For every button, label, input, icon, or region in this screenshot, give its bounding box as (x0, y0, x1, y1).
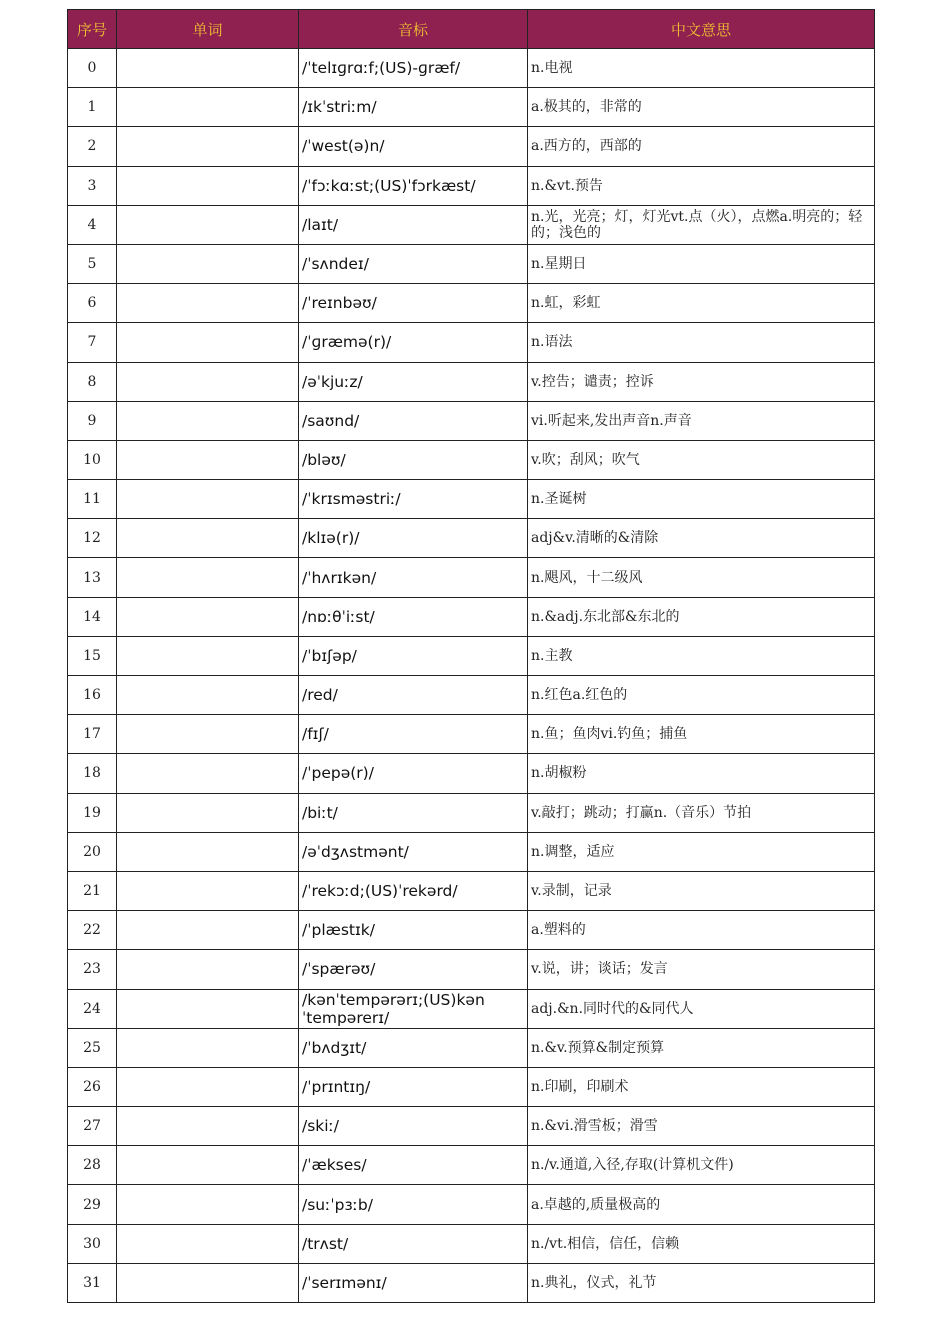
table-row (68, 1067, 875, 1106)
table-row (68, 127, 875, 166)
row-index: 30 (68, 1224, 117, 1263)
meaning-cell: n.红色a.红色的 (528, 676, 875, 715)
table-body (68, 49, 875, 1303)
row-index: 14 (68, 597, 117, 636)
row-index: 19 (68, 793, 117, 832)
row-index: 4 (68, 205, 117, 244)
phonetic-cell: /laɪt/ (299, 205, 528, 244)
row-index: 7 (68, 323, 117, 362)
row-index: 21 (68, 871, 117, 910)
meaning-cell: v.说，讲；谈话；发言 (528, 950, 875, 989)
phonetic-cell: /ˈkrɪsməstriː/ (299, 480, 528, 519)
phonetic-cell: /ˈhʌrɪkən/ (299, 558, 528, 597)
table-row (68, 597, 875, 636)
table-row (68, 1107, 875, 1146)
word-cell (117, 676, 299, 715)
word-cell (117, 166, 299, 205)
meaning-cell: v.吹；刮风；吹气 (528, 440, 875, 479)
word-cell (117, 715, 299, 754)
table-row (68, 362, 875, 401)
meaning-cell: n.胡椒粉 (528, 754, 875, 793)
table-row (68, 440, 875, 479)
table-row (68, 401, 875, 440)
meaning-cell: a.西方的，西部的 (528, 127, 875, 166)
word-cell (117, 244, 299, 283)
table-row (68, 284, 875, 323)
phonetic-cell: /ˈækses/ (299, 1146, 528, 1185)
meaning-cell: a.卓越的,质量极高的 (528, 1185, 875, 1224)
meaning-cell: n.虹，彩虹 (528, 284, 875, 323)
meaning-cell: a.塑料的 (528, 911, 875, 950)
word-cell (117, 1146, 299, 1185)
phonetic-cell: /ˈspærəʊ/ (299, 950, 528, 989)
table-row (68, 323, 875, 362)
word-cell (117, 793, 299, 832)
phonetic-cell: /ˈpepə(r)/ (299, 754, 528, 793)
meaning-cell: n.&adj.东北部&东北的 (528, 597, 875, 636)
word-cell (117, 49, 299, 88)
word-cell (117, 558, 299, 597)
phonetic-cell: /fɪʃ/ (299, 715, 528, 754)
row-index: 2 (68, 127, 117, 166)
phonetic-cell: /klɪə(r)/ (299, 519, 528, 558)
table-row (68, 244, 875, 283)
meaning-cell: adj.&n.同时代的&同代人 (528, 989, 875, 1028)
row-index: 22 (68, 911, 117, 950)
phonetic-cell: /skiː/ (299, 1107, 528, 1146)
phonetic-cell: /ˈreɪnbəʊ/ (299, 284, 528, 323)
phonetic-cell: /ˈtelɪɡrɑːf;(US)-ɡræf/ (299, 49, 528, 88)
meaning-cell: vi.听起来,发出声音n.声音 (528, 401, 875, 440)
table-row (68, 754, 875, 793)
header-phonetic: 音标 (299, 10, 528, 49)
word-cell (117, 1224, 299, 1263)
word-cell (117, 832, 299, 871)
row-index: 15 (68, 636, 117, 675)
row-index: 5 (68, 244, 117, 283)
meaning-cell: v.敲打；跳动；打赢n.（音乐）节拍 (528, 793, 875, 832)
row-index: 27 (68, 1107, 117, 1146)
phonetic-cell: /ˈsʌndeɪ/ (299, 244, 528, 283)
table-row (68, 49, 875, 88)
phonetic-cell: /kənˈtempərərɪ;(US)kən ˈtempərerɪ/ (299, 989, 528, 1028)
row-index: 23 (68, 950, 117, 989)
table-row (68, 480, 875, 519)
meaning-cell: n.主教 (528, 636, 875, 675)
meaning-cell: n.语法 (528, 323, 875, 362)
table-row (68, 793, 875, 832)
table-row (68, 832, 875, 871)
meaning-cell: n.印刷，印刷术 (528, 1067, 875, 1106)
meaning-cell: n.调整，适应 (528, 832, 875, 871)
phonetic-cell: /ˈrekɔːd;(US)ˈrekərd/ (299, 871, 528, 910)
row-index: 9 (68, 401, 117, 440)
row-index: 25 (68, 1028, 117, 1067)
table-row (68, 950, 875, 989)
word-cell (117, 519, 299, 558)
header-meaning: 中文意思 (528, 10, 875, 49)
row-index: 31 (68, 1263, 117, 1302)
word-cell (117, 1185, 299, 1224)
phonetic-cell: /nɒːθˈiːst/ (299, 597, 528, 636)
phonetic-cell: /ˈbɪʃəp/ (299, 636, 528, 675)
table-row (68, 636, 875, 675)
table-row (68, 1263, 875, 1302)
phonetic-cell: /ˈɡræmə(r)/ (299, 323, 528, 362)
header-word: 单词 (117, 10, 299, 49)
phonetic-cell: /ɪkˈstriːm/ (299, 88, 528, 127)
row-index: 29 (68, 1185, 117, 1224)
table-row (68, 911, 875, 950)
phonetic-cell: /əˈdʒʌstmənt/ (299, 832, 528, 871)
row-index: 6 (68, 284, 117, 323)
meaning-cell: n.&v.预算&制定预算 (528, 1028, 875, 1067)
table-row (68, 519, 875, 558)
word-cell (117, 636, 299, 675)
meaning-cell: n.&vi.滑雪板；滑雪 (528, 1107, 875, 1146)
phonetic-cell: /ˈfɔːkɑːst;(US)ˈfɔrkæst/ (299, 166, 528, 205)
meaning-cell: a.极其的，非常的 (528, 88, 875, 127)
row-index: 11 (68, 480, 117, 519)
phonetic-cell: /ˈprɪntɪŋ/ (299, 1067, 528, 1106)
word-cell (117, 871, 299, 910)
meaning-cell: n.&vt.预告 (528, 166, 875, 205)
word-cell (117, 480, 299, 519)
word-cell (117, 1263, 299, 1302)
phonetic-cell: /trʌst/ (299, 1224, 528, 1263)
row-index: 28 (68, 1146, 117, 1185)
table-row (68, 989, 875, 1028)
word-cell (117, 362, 299, 401)
meaning-cell: n.光，光亮；灯，灯光vt.点（火），点燃a.明亮的；轻的；浅色的 (528, 205, 875, 244)
table-row (68, 676, 875, 715)
phonetic-cell: /ˈplæstɪk/ (299, 911, 528, 950)
row-index: 17 (68, 715, 117, 754)
word-cell (117, 284, 299, 323)
meaning-cell: n./v.通道,入径,存取(计算机文件) (528, 1146, 875, 1185)
row-index: 10 (68, 440, 117, 479)
table-row (68, 1224, 875, 1263)
row-index: 20 (68, 832, 117, 871)
word-cell (117, 205, 299, 244)
row-index: 3 (68, 166, 117, 205)
meaning-cell: adj&v.清晰的&清除 (528, 519, 875, 558)
word-cell (117, 1067, 299, 1106)
row-index: 18 (68, 754, 117, 793)
phonetic-cell: /bləʊ/ (299, 440, 528, 479)
table-row (68, 715, 875, 754)
meaning-cell: n.鱼；鱼肉vi.钓鱼；捕鱼 (528, 715, 875, 754)
header-row (68, 10, 875, 49)
meaning-cell: v.录制，记录 (528, 871, 875, 910)
word-cell (117, 440, 299, 479)
phonetic-cell: /biːt/ (299, 793, 528, 832)
word-cell (117, 401, 299, 440)
word-cell (117, 754, 299, 793)
meaning-cell: n.飓风，十二级风 (528, 558, 875, 597)
phonetic-cell: /əˈkjuːz/ (299, 362, 528, 401)
phonetic-cell: /ˈwest(ə)n/ (299, 127, 528, 166)
phonetic-cell: /suːˈpɜːb/ (299, 1185, 528, 1224)
table-row (68, 871, 875, 910)
row-index: 12 (68, 519, 117, 558)
table-row (68, 1185, 875, 1224)
table-row (68, 88, 875, 127)
vocabulary-table (67, 9, 875, 1303)
phonetic-cell: /ˈserɪmənɪ/ (299, 1263, 528, 1302)
row-index: 0 (68, 49, 117, 88)
word-cell (117, 1107, 299, 1146)
meaning-cell: n.星期日 (528, 244, 875, 283)
table-row (68, 558, 875, 597)
meaning-cell: n.典礼，仪式，礼节 (528, 1263, 875, 1302)
row-index: 26 (68, 1067, 117, 1106)
meaning-cell: n.电视 (528, 49, 875, 88)
row-index: 24 (68, 989, 117, 1028)
word-cell (117, 950, 299, 989)
meaning-cell: v.控告；谴责；控诉 (528, 362, 875, 401)
word-cell (117, 88, 299, 127)
table-row (68, 1028, 875, 1067)
meaning-cell: n./vt.相信，信任，信赖 (528, 1224, 875, 1263)
row-index: 1 (68, 88, 117, 127)
phonetic-cell: /ˈbʌdʒɪt/ (299, 1028, 528, 1067)
word-cell (117, 989, 299, 1028)
word-cell (117, 597, 299, 636)
table-row (68, 205, 875, 244)
row-index: 16 (68, 676, 117, 715)
phonetic-cell: /saʊnd/ (299, 401, 528, 440)
word-cell (117, 323, 299, 362)
row-index: 13 (68, 558, 117, 597)
word-cell (117, 911, 299, 950)
word-cell (117, 127, 299, 166)
meaning-cell: n.圣诞树 (528, 480, 875, 519)
table-row (68, 166, 875, 205)
table-row (68, 1146, 875, 1185)
word-cell (117, 1028, 299, 1067)
header-index: 序号 (68, 10, 117, 49)
phonetic-cell: /red/ (299, 676, 528, 715)
row-index: 8 (68, 362, 117, 401)
